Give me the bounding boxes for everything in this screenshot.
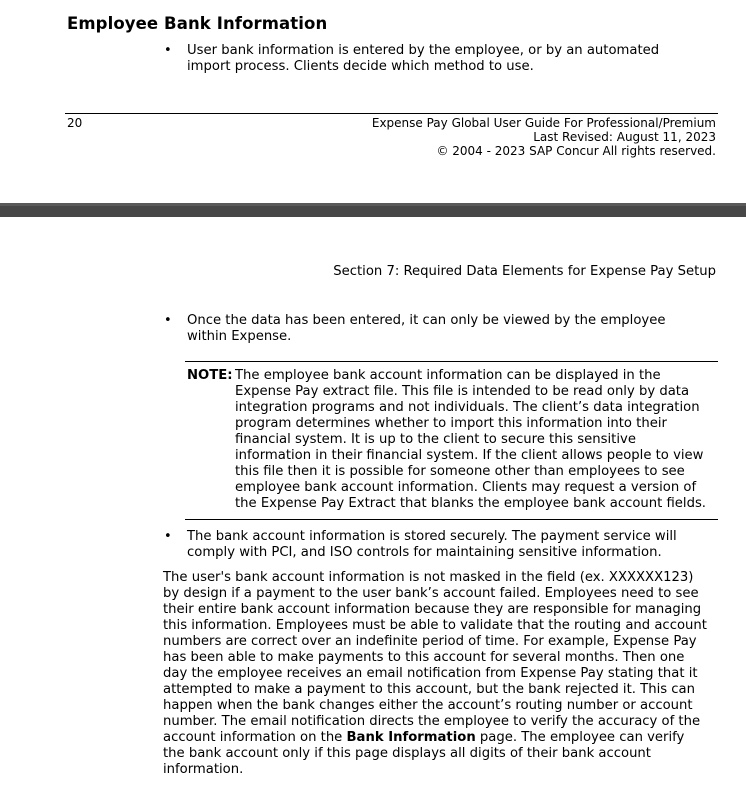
page-separator-highlight <box>0 203 746 206</box>
note-line: this file then it is possible for someone other than employees to see <box>235 464 685 479</box>
bank-information-page-ref: Bank Information <box>346 730 476 745</box>
bullet-text-line: comply with PCI, and ISO controls for maintaining sensitive information. <box>187 545 662 560</box>
bullet-text-line: within Expense. <box>187 329 292 344</box>
bullet-text-line: Once the data has been entered, it can only be viewed by the employee <box>187 313 666 328</box>
paragraph-line: numbers are correct over an indefinite period of time. For example, Expense Pay <box>163 634 697 649</box>
paragraph-line: has been able to make payments to this account for several months. Then one <box>163 650 685 665</box>
paragraph-line: by design if a payment to the user bank’s account failed. Employees need to see <box>163 586 699 601</box>
paragraph-line <box>163 730 684 746</box>
footer-rule <box>65 113 718 114</box>
note-line: employee bank account information. Clients may request a version of <box>235 480 697 495</box>
note-line: integration programs and not individuals. The client’s data integration <box>235 400 700 415</box>
note-line: Expense Pay extract file. This file is intended to be read only by data <box>235 384 690 399</box>
paragraph-line: the bank account only if this page displays all digits of their bank account <box>163 746 651 761</box>
paragraph-line: number. The email notification directs the employee to verify the accuracy of the <box>163 714 701 729</box>
section-heading: Employee Bank Information <box>67 14 328 33</box>
note-bottom-rule <box>185 519 718 520</box>
note-line: program determines whether to import this information into their <box>235 416 667 431</box>
paragraph-line: day the employee receives an email notification from Expense Pay stating that it <box>163 666 698 681</box>
footer-revised: Last Revised: August 11, 2023 <box>533 130 716 144</box>
note-top-rule <box>185 361 718 362</box>
paragraph-text: page. The employee can verify <box>475 730 685 745</box>
bullet-text-line: The bank account information is stored securely. The payment service will <box>187 529 677 544</box>
bullet-dot: • <box>164 43 172 58</box>
page-number: 20 <box>67 116 83 130</box>
bullet-text-line: User bank information is entered by the employee, or by an automated <box>187 43 660 58</box>
paragraph-line: happen when the bank changes either the account’s routing number or account <box>163 698 693 713</box>
note-line: information in their financial system. If the client allows people to view <box>235 448 704 463</box>
paragraph-line: this information. Employees must be able to validate that the routing and account <box>163 618 707 633</box>
paragraph-text: account information on the <box>163 730 347 745</box>
bullet-dot: • <box>164 529 172 544</box>
bullet-dot: • <box>164 313 172 328</box>
footer-info <box>372 116 716 158</box>
note-line: the Expense Pay Extract that blanks the employee bank account fields. <box>235 496 707 511</box>
note-line: financial system. It is up to the client to secure this sensitive <box>235 432 636 447</box>
paragraph-line: information. <box>163 762 244 777</box>
footer-guide-title: Expense Pay Global User Guide For Professional/Premium <box>371 116 716 130</box>
bullet-text-line: import process. Clients decide which method to use. <box>187 59 534 74</box>
note-line: The employee bank account information can be displayed in the <box>235 368 661 383</box>
paragraph-line: The user's bank account information is not masked in the field (ex. XXXXXX123) <box>163 570 694 585</box>
paragraph-line: attempted to make a payment to this account, but the bank rejected it. This can <box>163 682 695 697</box>
note-label: NOTE: <box>187 368 233 383</box>
paragraph-line: their entire bank account information because they are responsible for managing <box>163 602 702 617</box>
footer-copyright: © 2004 - 2023 SAP Concur All rights reserved. <box>436 144 716 158</box>
running-header: Section 7: Required Data Elements for Expense Pay Setup <box>333 264 716 279</box>
